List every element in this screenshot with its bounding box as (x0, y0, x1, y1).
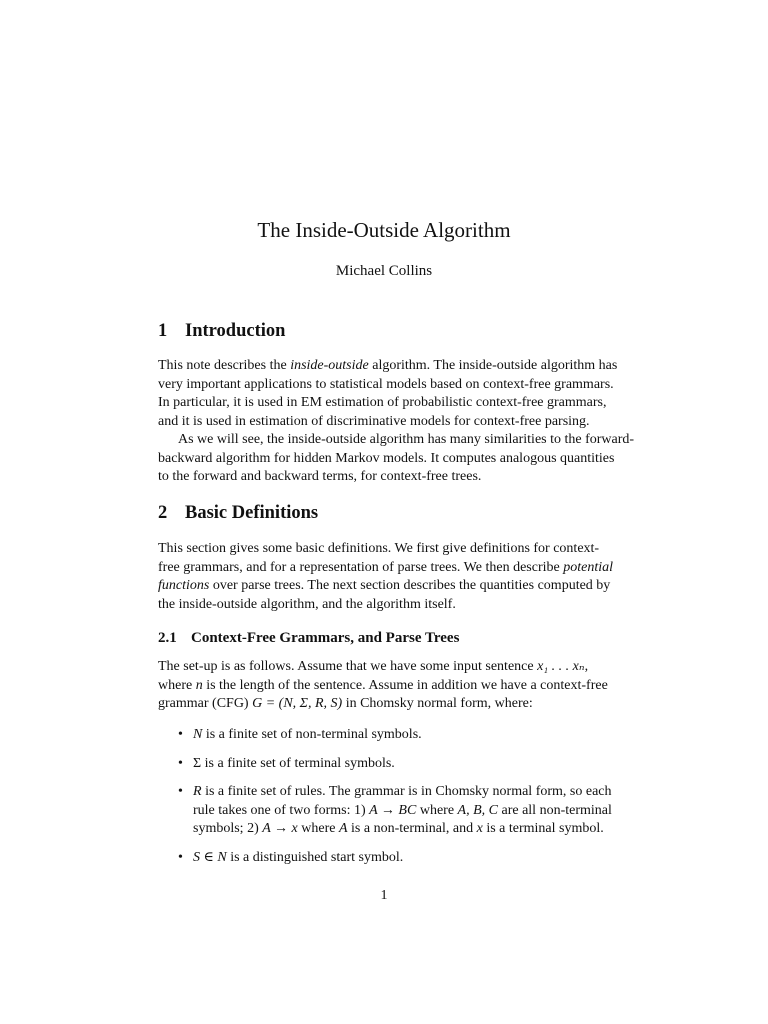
text-run: is the length of the sentence. Assume in addition we have a context-free (202, 677, 608, 693)
text-line: very important applications to statistical models based on context-free grammars. (158, 376, 614, 392)
subsection-title: Context-Free Grammars, and Parse Trees (191, 630, 460, 646)
section-heading-basic-definitions (158, 503, 318, 524)
text-run: where (297, 821, 339, 837)
section-title: Basic Definitions (185, 503, 319, 523)
math-symbol: S ∈ N (193, 850, 227, 865)
paper-title: The Inside-Outside Algorithm (257, 218, 511, 242)
text-run: in Chomsky normal form, where: (342, 696, 533, 712)
text-run: rule takes one of two forms: 1) (193, 802, 370, 818)
text-run: , (584, 659, 589, 674)
text-run: This note describes the (158, 358, 291, 373)
math-n: n (195, 677, 203, 693)
text-run: over parse trees. The next section describes the quantities computed by (209, 578, 611, 594)
math-grammar: G = (N, Σ, R, S) (252, 696, 343, 712)
math-symbol: A (338, 821, 348, 837)
basic-definitions-paragraph (158, 540, 613, 614)
text-run: algorithm. The inside-outside algorithm has (368, 358, 618, 373)
text-run: where (416, 802, 458, 818)
text-run: symbols; 2) (193, 821, 263, 837)
author-name: Michael Collins (335, 263, 433, 279)
text-line: In particular, it is used in EM estimation of probabilistic context-free grammars, (158, 395, 607, 411)
math-symbol: Σ (193, 756, 202, 771)
text-run: is a finite set of non-terminal symbols. (202, 727, 422, 742)
bullet-icon: • (178, 756, 183, 771)
text-run: The set-up is as follows. Assume that we have some input sentence (158, 659, 538, 674)
subsection-heading-cfg (158, 630, 459, 647)
emphasis-inside-outside: inside-outside (290, 358, 369, 373)
section-number: 1 (158, 321, 168, 341)
math-rule: A → x (262, 821, 298, 837)
text-line: and it is used in estimation of discriminative models for context-free parsing. (158, 413, 590, 429)
text-run: is a non-terminal, and (347, 821, 477, 837)
section-number: 2 (158, 503, 168, 523)
cfg-paragraph (158, 658, 610, 714)
text-run: is a finite set of terminal symbols. (201, 756, 395, 771)
text-line: to the forward and backward terms, for context-free trees. (158, 469, 482, 485)
math-symbol: N (193, 727, 203, 742)
intro-paragraph-1 (158, 357, 618, 431)
bullet-icon: • (178, 850, 183, 865)
emphasis-functions: functions (158, 578, 210, 594)
intro-paragraph-2 (158, 431, 635, 487)
bullet-icon: • (178, 784, 183, 799)
text-run: is a distinguished start symbol. (226, 850, 404, 865)
text-run: where (158, 677, 196, 693)
section-title: Introduction (185, 321, 286, 341)
text-line: As we will see, the inside-outside algorithm has many similarities to the forward- (178, 432, 635, 447)
page-number: 1 (380, 888, 388, 903)
math-symbols: A, B, C (457, 802, 498, 818)
text-run: grammar (CFG) (158, 696, 253, 712)
math-sentence: x₁ . . . xₙ (537, 659, 585, 674)
math-symbol: R (193, 784, 202, 799)
text-run: are all non-terminal (497, 802, 612, 818)
text-run: is a finite set of rules. The grammar is in Chomsky normal form, so each (201, 784, 612, 799)
text-line: backward algorithm for hidden Markov models. It computes analogous quantities (158, 450, 615, 466)
math-rule: A → BC (369, 802, 417, 818)
emphasis-potential: potential (563, 559, 613, 575)
text-run: free grammars, and for a representation of parse trees. We then describe (158, 559, 564, 575)
bullet-icon: • (178, 727, 183, 742)
subsection-number: 2.1 (158, 630, 177, 646)
section-heading-introduction (158, 321, 285, 342)
text-line: This section gives some basic definitions. We first give definitions for context- (158, 541, 600, 556)
math-symbol: x (476, 821, 483, 837)
text-line: the inside-outside algorithm, and the algorithm itself. (158, 596, 456, 612)
text-run: is a terminal symbol. (482, 821, 604, 837)
